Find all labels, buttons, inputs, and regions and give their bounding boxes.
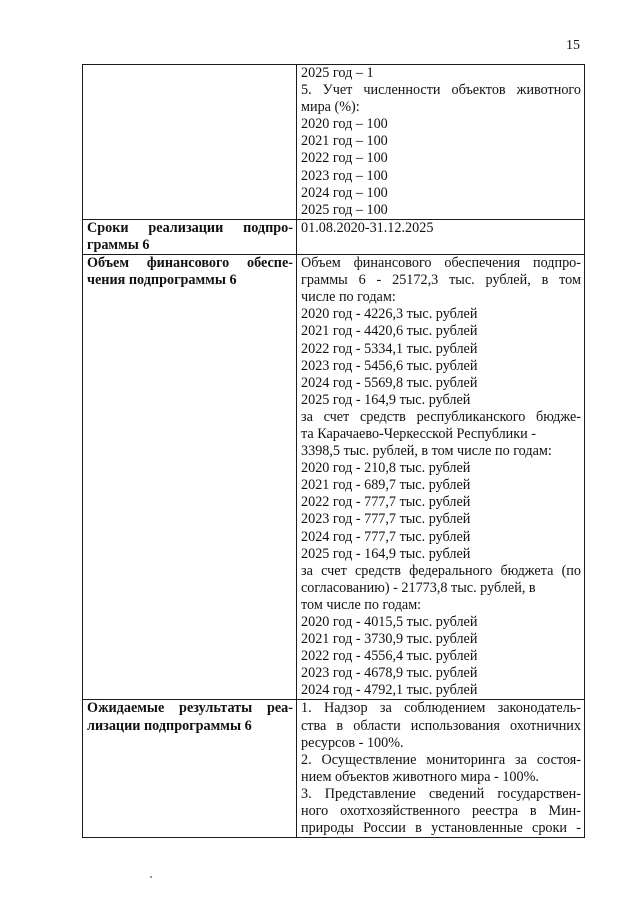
list-item: ресурсов - 100%. — [301, 734, 404, 751]
list-item: 2022 год - 777,7 тыс. рублей — [301, 494, 471, 511]
list-item: 2023 год - 4678,9 тыс. рублей — [301, 665, 478, 682]
list-item: 2023 год - 777,7 тыс. рублей — [301, 511, 471, 528]
list-item: 2020 год – 100 — [301, 116, 388, 133]
row-value-indicators — [297, 65, 585, 220]
list-item: за счет средств федерального бюджета (по — [301, 562, 581, 579]
list-item: ства в области использования охотничних — [301, 717, 581, 734]
label-line: лизации подпрограммы 6 — [87, 717, 252, 734]
row-label-empty — [83, 65, 297, 220]
row-label-funding — [83, 255, 297, 700]
row-label-timeline — [83, 219, 297, 254]
list-item: 2024 год - 777,7 тыс. рублей — [301, 528, 471, 545]
scan-speck — [150, 876, 152, 878]
list-item: 2025 год - 164,9 тыс. рублей — [301, 391, 471, 408]
list-item: 2024 год – 100 — [301, 184, 388, 201]
list-item: 2025 год - 164,9 тыс. рублей — [301, 545, 471, 562]
row-value-timeline — [297, 219, 585, 254]
list-item: 2021 год – 100 — [301, 133, 388, 150]
list-item: нием объектов животного мира - 100%. — [301, 768, 539, 785]
label-line: чения подпрограммы 6 — [87, 272, 237, 289]
list-item: 2022 год – 100 — [301, 150, 388, 167]
list-item: 5. Учет численности объектов животного — [301, 82, 581, 99]
label-line: Объем финансового обеспе- — [87, 255, 293, 272]
label-line: Сроки реализации подпро- — [87, 219, 293, 236]
list-item: мира (%): — [301, 99, 360, 116]
list-item: 3398,5 тыс. рублей, в том числе по годам: — [301, 443, 552, 460]
row-value-results — [297, 700, 585, 838]
list-item: числе по годам: — [301, 289, 396, 306]
list-item: 01.08.2020-31.12.2025 — [301, 219, 434, 236]
list-item: ного охотхозяйственного реестра в Мин- — [301, 803, 581, 820]
list-item: 2021 год - 689,7 тыс. рублей — [301, 477, 471, 494]
list-item: 2022 год - 4556,4 тыс. рублей — [301, 648, 478, 665]
table-row — [83, 65, 585, 220]
label-line: граммы 6 — [87, 236, 150, 253]
list-item: 2023 год – 100 — [301, 167, 388, 184]
list-item: та Карачаево-Черкесской Республики - — [301, 425, 537, 442]
list-item: 2025 год – 100 — [301, 201, 388, 218]
list-item: 2024 год - 4792,1 тыс. рублей — [301, 682, 478, 699]
list-item: 2021 год - 3730,9 тыс. рублей — [301, 631, 478, 648]
row-value-funding — [297, 255, 585, 700]
list-item: 2025 год – 1 — [301, 65, 374, 81]
list-item: 1. Надзор за соблюдением законодатель- — [301, 700, 581, 717]
list-item: природы России в установленные сроки - — [301, 820, 581, 837]
list-item: 2022 год - 5334,1 тыс. рублей — [301, 340, 478, 357]
list-item: 2020 год - 4015,5 тыс. рублей — [301, 614, 478, 630]
list-item: 2020 год - 4226,3 тыс. рублей — [301, 306, 478, 323]
list-item: 3. Представление сведений государствен- — [301, 785, 581, 802]
list-item: Объем финансового обеспечения подпро- — [301, 255, 581, 272]
table-row — [83, 255, 585, 700]
table-row — [83, 700, 585, 838]
table-row — [83, 219, 585, 254]
list-item: согласованию) - 21773,8 тыс. рублей, в — [301, 579, 536, 596]
list-item: 2023 год - 5456,6 тыс. рублей — [301, 357, 478, 374]
subprogram-passport-table — [82, 64, 585, 838]
list-item: граммы 6 - 25172,3 тыс. рублей, в том — [301, 272, 581, 289]
row-label-results — [83, 700, 297, 838]
list-item: 2021 год - 4420,6 тыс. рублей — [301, 323, 478, 340]
label-line: Ожидаемые результаты реа- — [87, 700, 293, 717]
list-item: 2024 год - 5569,8 тыс. рублей — [301, 374, 478, 391]
list-item: 2. Осуществление мониторинга за состоя- — [301, 751, 581, 768]
list-item: 2020 год - 210,8 тыс. рублей — [301, 460, 471, 477]
list-item: том числе по годам: — [301, 596, 422, 613]
page-number: 15 — [566, 38, 580, 53]
list-item: за счет средств республиканского бюдже- — [301, 408, 581, 425]
